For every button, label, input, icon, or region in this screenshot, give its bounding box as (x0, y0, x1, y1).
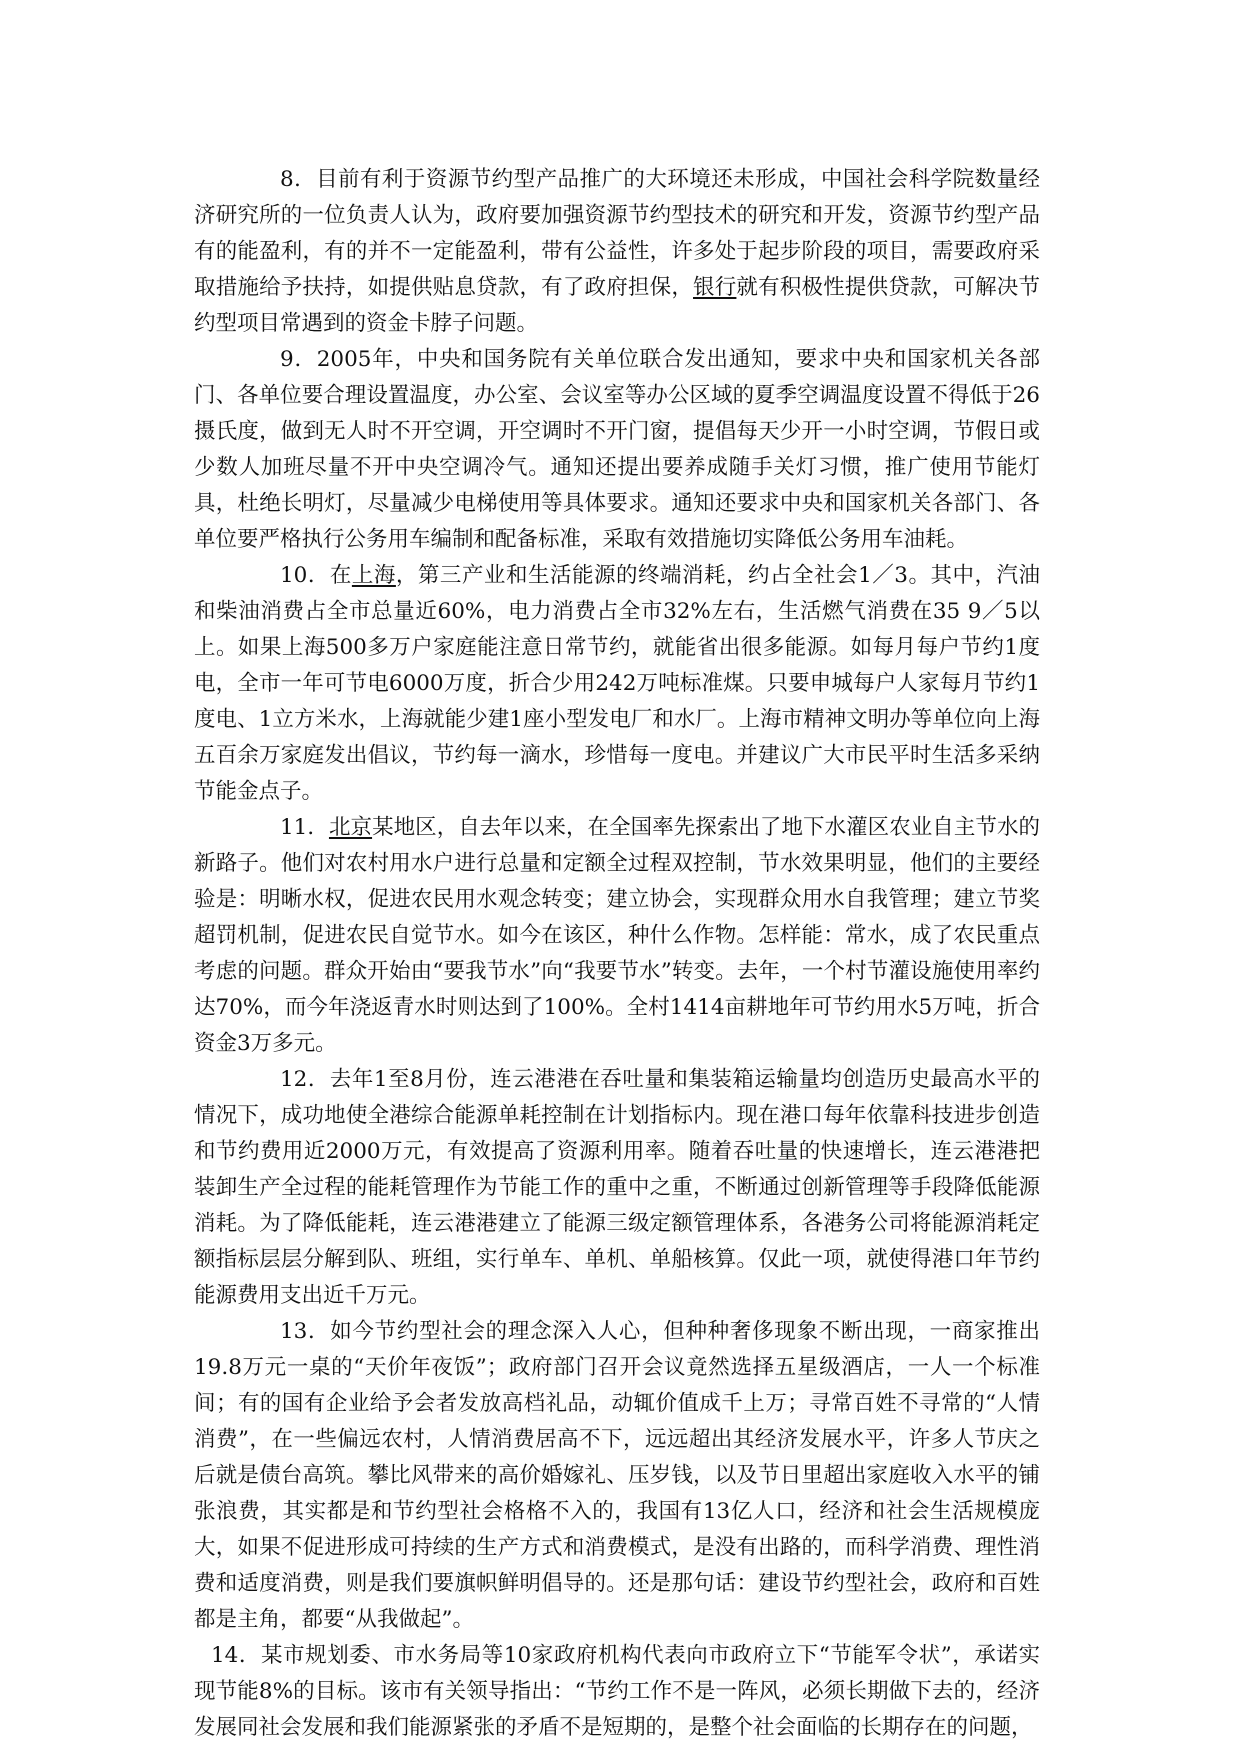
paragraph-11 (194, 810, 1040, 1062)
paragraph-12: 12．去年1至8月份，连云港港在吞吐量和集装箱运输量均创造历史最高水平的情况下，成功地使全港综合能源单耗控制在计划指标内。现在港口每年依靠科技进步创造和节约费用近2000万元，有效提高了资源利用率。随着吞吐量的快速增长，连云港港把装卸生产全过程的能耗管理作为节能工作的重中之重，不断通过创新管理等手段降低能源消耗。为了降低能耗，连云港港建立了能源三级定额管理体系，各港务公司将能源消耗定额指标层层分解到队、班组，实行单车、单机、单船核算。仅此一项，就使得港口年节约能源费用支出近千万元。 (194, 1067, 1040, 1308)
paragraph-10-text-b: ，第三产业和生活能源的终端消耗，约占全社会1／3。其中，汽油和柴油消费占全市总量近60%，电力消费占全市32%左右，生活燃气消费在35 9／5以上。如果上海500多万户家庭能注意日常节约，就能省出很多能源。如每月每户节约1度电，全市一年可节电6000万度，折合少用242万吨标准煤。只要申城每户人家每月节约1度电、1立方米水，上海就能少建1座小型发电厂和水厂。上海市精神文明办等单位向上海五百余万家庭发出倡议，节约每一滴水，珍惜每一度电。并建议广大市民平时生活多采纳节能金点子。 (194, 563, 1040, 804)
document-page (194, 162, 1040, 1746)
paragraph-9: 9．2005年，中央和国务院有关单位联合发出通知，要求中央和国家机关各部门、各单位要合理设置温度，办公室、会议室等办公区域的夏季空调温度设置不得低于26摄氏度，做到无人时不开空调，开空调时不开门窗，提倡每天少开一小时空调，节假日或少数人加班尽量不开中央空调冷气。通知还提出要养成随手关灯习惯，推广使用节能灯具，杜绝长明灯，尽量减少电梯使用等具体要求。通知还要求中央和国家机关各部门、各单位要严格执行公务用车编制和配备标准，采取有效措施切实降低公务用车油耗。 (194, 347, 1040, 552)
paragraph-10-text-a: 10．在 (280, 563, 352, 588)
shanghai-link[interactable]: 上海 (351, 563, 396, 588)
paragraph-8-text-a: 8．目前有利于资源节约型产品推广的大环境还未形成，中国社会科学院数量经济研究所的一位负责人认为，政府要加强资源节约型技术的研究和开发，资源节约型产品有的能盈利，有的并不一定能盈利，带有公益性，许多处于起步阶段的项目，需要政府采取措施给予扶持，如提供贴息贷款，有了政府担保， (194, 167, 1040, 300)
paragraph-11-text-b: 某地区，自去年以来，在全国率先探索出了地下水灌区农业自主节水的新路子。他们对农村用水户进行总量和定额全过程双控制，节水效果明显，他们的主要经验是：明晰水权，促进农民用水观念转变；建立协会，实现群众用水自我管理；建立节奖超罚机制，促进农民自觉节水。如今在该区，种什么作物。怎样能：常水，成了农民重点考虑的问题。群众开始由“要我节水”向“我要节水”转变。去年，一个村节灌设施使用率约达70%，而今年浇返青水时则达到了100%。全村1414亩耕地年可节约用水5万吨，折合资金3万多元。 (194, 815, 1040, 1056)
beijing-link[interactable]: 北京 (328, 815, 373, 840)
paragraph-8-text-b: 就有积极性提供贷款，可解决节约型项目常遇到的资金卡脖子问题。 (194, 275, 1040, 336)
paragraph-10 (194, 558, 1040, 810)
paragraph-14: 14．某市规划委、市水务局等10家政府机构代表向市政府立下“节能军令状”，承诺实现节能8%的目标。该市有关领导指出：“节约工作不是一阵风，必须长期做下去的，经济发展同社会发展和我们能源紧张的矛盾不是短期的，是整个社会面临的长期存在的问题， (194, 1643, 1040, 1740)
paragraph-13: 13．如今节约型社会的理念深入人心，但种种奢侈现象不断出现，一商家推出19.8万元一桌的“天价年夜饭”；政府部门召开会议竟然选择五星级酒店，一人一个标准间；有的国有企业给予会者发放高档礼品，动辄价值成千上万；寻常百姓不寻常的“人情消费”，在一些偏远农村，人情消费居高不下，远远超出其经济发展水平，许多人节庆之后就是债台高筑。攀比风带来的高价婚嫁礼、压岁钱，以及节日里超出家庭收入水平的铺张浪费，其实都是和节约型社会格格不入的，我国有13亿人口，经济和社会生活规模庞大，如果不促进形成可持续的生产方式和消费模式，是没有出路的，而科学消费、理性消费和适度消费，则是我们要旗帜鲜明倡导的。还是那句话：建设节约型社会，政府和百姓都是主角，都要“从我做起”。 (194, 1319, 1040, 1632)
paragraph-11-text-a: 11． (280, 815, 329, 840)
bank-link[interactable]: 银行 (693, 275, 737, 300)
paragraph-8 (194, 162, 1040, 342)
